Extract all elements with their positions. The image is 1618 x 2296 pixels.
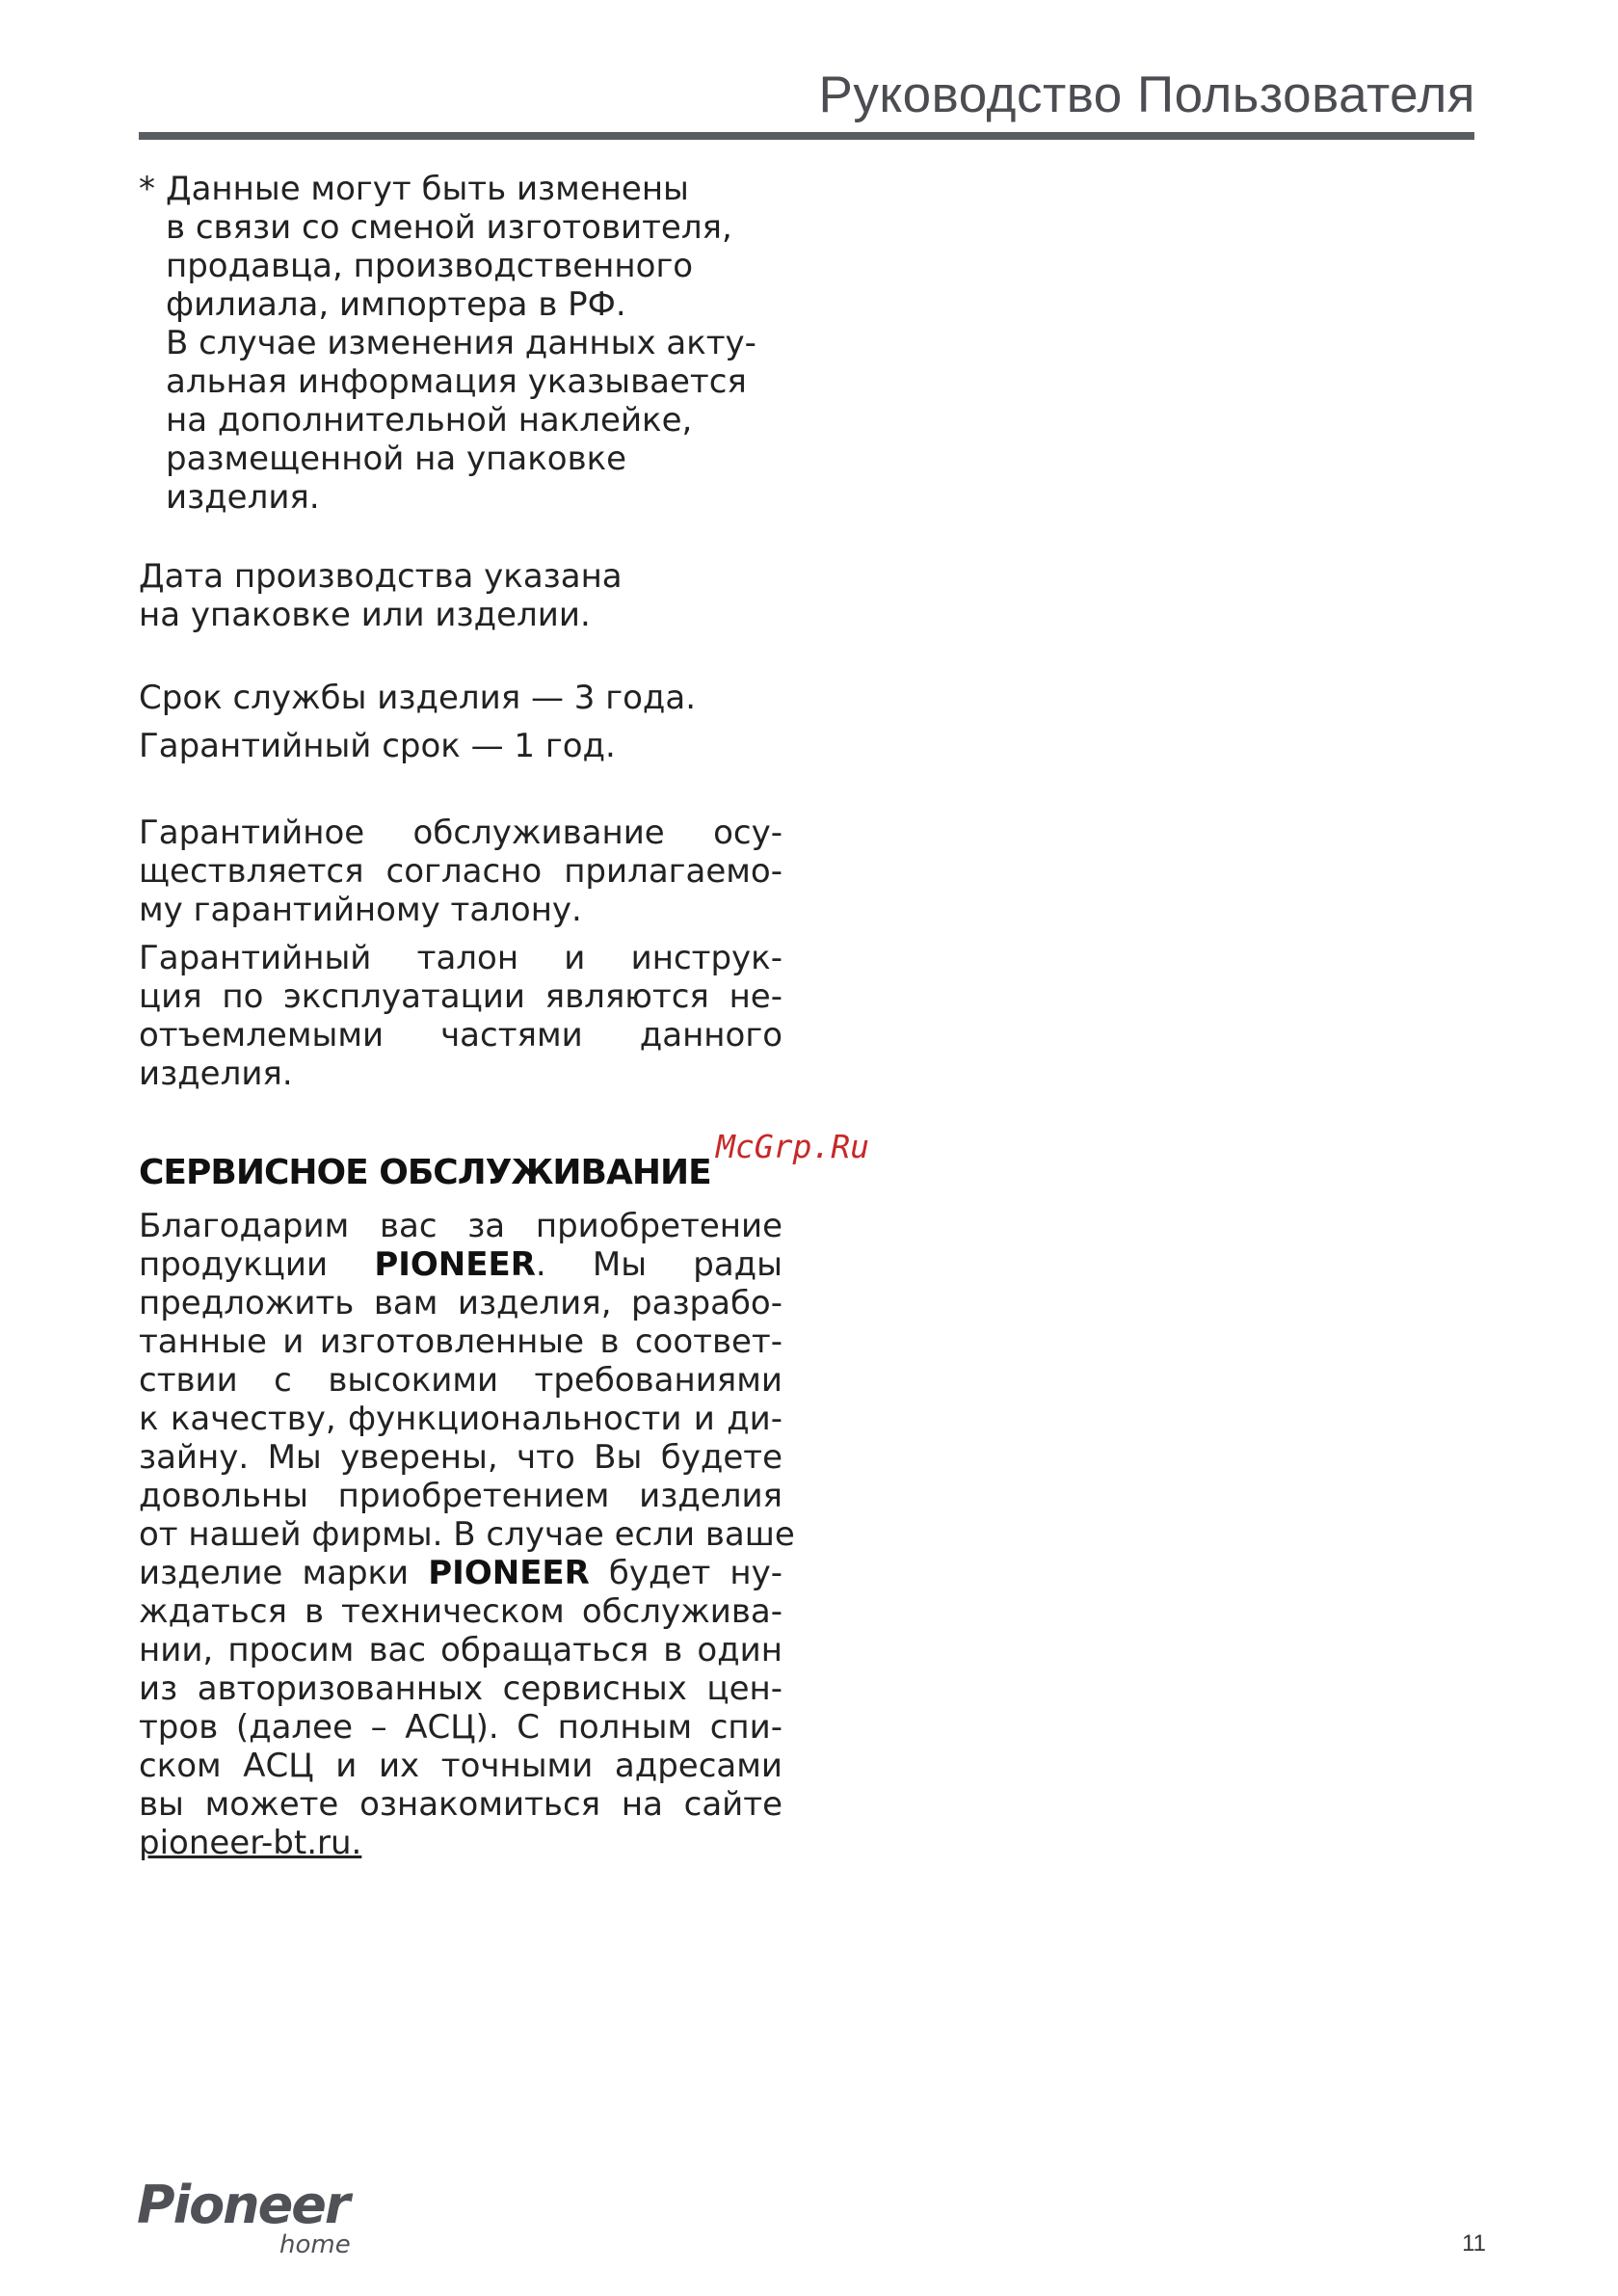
production-date-paragraph bbox=[139, 557, 782, 634]
warranty-block bbox=[139, 814, 782, 1093]
service-section-heading: СЕРВИСНОЕ ОБСЛУЖИВАНИЕ bbox=[139, 1153, 711, 1192]
service-line: вы можете ознакомиться на сайте bbox=[139, 1785, 782, 1824]
warranty-card-line: отъемлемыми частями данного bbox=[139, 1016, 782, 1055]
pioneer-home-logo bbox=[137, 2175, 351, 2259]
footnote-line: в связи со сменой изготовителя, bbox=[166, 208, 732, 247]
logo-wordmark: Pioneer bbox=[137, 2175, 349, 2235]
footnote-text bbox=[139, 170, 782, 517]
footnote-block bbox=[139, 170, 782, 517]
service-line: изделие марки PIONEER будет ну- bbox=[139, 1554, 782, 1592]
footnote-line: филиала, импортера в РФ. bbox=[166, 285, 626, 324]
service-paragraph bbox=[139, 1207, 795, 1862]
warranty-card-line: изделия. bbox=[139, 1055, 293, 1093]
footnote-line: изделия. bbox=[166, 478, 320, 517]
footnote-line: В случае изменения данных акту- bbox=[166, 324, 756, 362]
header-divider bbox=[139, 132, 1474, 140]
footnote-line: размещенной на упаковке bbox=[166, 440, 627, 478]
logo-subtitle: home bbox=[279, 2230, 351, 2259]
warranty-period-text: Гарантийный срок — 1 год. bbox=[139, 727, 616, 765]
service-line: от нашей фирмы. В случае если ваше bbox=[139, 1515, 795, 1554]
service-line: тров (далее – АСЦ). С полным спи- bbox=[139, 1708, 782, 1747]
footnote-marker: * bbox=[139, 170, 155, 208]
brand-name: PIONEER bbox=[428, 1554, 590, 1592]
service-life-block bbox=[139, 679, 782, 765]
service-line: Благодарим вас за приобретение bbox=[139, 1207, 782, 1245]
service-line: ствии с высокими требованиями bbox=[139, 1361, 782, 1400]
warranty-card-line: ция по эксплуатации являются не- bbox=[139, 977, 782, 1016]
service-line: ждаться в техническом обслужива- bbox=[139, 1592, 782, 1631]
service-line: продукции PIONEER. Мы рады bbox=[139, 1245, 783, 1284]
page-header-title: Руководство Пользователя bbox=[818, 67, 1475, 123]
production-date-line: на упаковке или изделии. bbox=[139, 596, 591, 634]
page-number: 11 bbox=[1462, 2230, 1486, 2256]
brand-name: PIONEER bbox=[374, 1245, 536, 1284]
service-line: нии, просим вас обращаться в один bbox=[139, 1631, 782, 1669]
service-line: предложить вам изделия, разрабо- bbox=[139, 1284, 782, 1322]
website-link[interactable]: pioneer-bt.ru. bbox=[139, 1824, 362, 1862]
service-line: ском АСЦ и их точными адресами bbox=[139, 1747, 782, 1785]
service-line: зайну. Мы уверены, что Вы будете bbox=[139, 1438, 782, 1477]
watermark-text: McGrp.Ru bbox=[716, 1128, 869, 1165]
footnote-line: на дополнительной наклейке, bbox=[166, 401, 693, 440]
service-line: к качеству, функциональности и ди- bbox=[139, 1400, 782, 1438]
service-life-text: Срок службы изделия — 3 года. bbox=[139, 679, 697, 717]
footnote-line: альная информация указывается bbox=[166, 362, 747, 401]
warranty-service-line: му гарантийному талону. bbox=[139, 891, 582, 929]
warranty-service-line: Гарантийное обслуживание осу- bbox=[139, 814, 782, 852]
service-line: довольны приобретением изделия bbox=[139, 1477, 782, 1515]
production-date-line: Дата производства указана bbox=[139, 557, 623, 596]
warranty-service-line: ществляется согласно прилагаемо- bbox=[139, 852, 782, 891]
service-line: из авторизованных сервисных цен- bbox=[139, 1669, 782, 1708]
service-line: танные и изготовленные в соответ- bbox=[139, 1322, 782, 1361]
footnote-line: Данные могут быть изменены bbox=[166, 170, 689, 208]
warranty-card-line: Гарантийный талон и инструк- bbox=[139, 939, 782, 977]
footnote-line: продавца, производственного bbox=[166, 247, 694, 285]
